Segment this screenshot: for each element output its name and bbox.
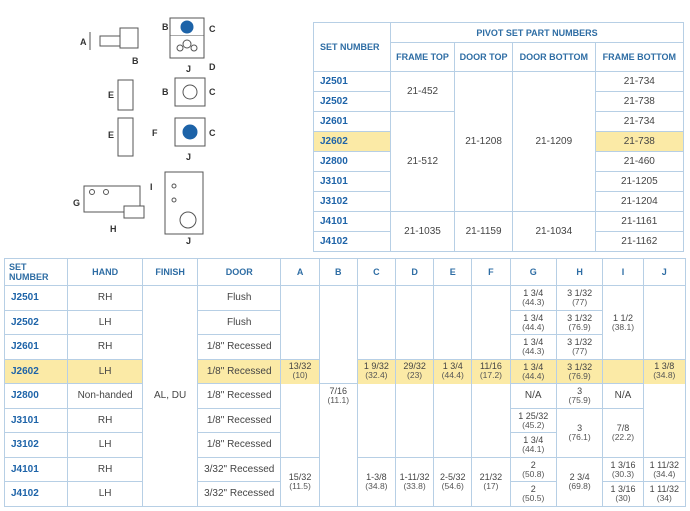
dim-label-c3: C xyxy=(209,128,216,138)
col-frame-bottom: FRAME BOTTOM xyxy=(595,43,683,72)
hand-cell: LH xyxy=(67,433,142,458)
col-c: C xyxy=(357,259,395,286)
dim-label-b2: B xyxy=(162,22,169,32)
set-number: J2501 xyxy=(314,72,391,92)
door-cell: Flush xyxy=(197,310,281,335)
dim-label-b: B xyxy=(132,56,139,66)
frame-bottom-cell: 21-1161 xyxy=(595,212,683,232)
col-e: E xyxy=(434,259,472,286)
dim-label-c: C xyxy=(209,24,216,34)
dim-label-a: A xyxy=(80,37,87,47)
a-blank xyxy=(281,286,319,360)
j-cell: 1 3/8 (34.8) xyxy=(643,359,685,457)
e-cell: 1 3/4 (44.4) xyxy=(434,359,472,457)
col-finish: FINISH xyxy=(143,259,198,286)
pin-shaft xyxy=(100,36,120,46)
d-cell: 1-11/32 (33.8) xyxy=(396,457,434,506)
dim-label-j: J xyxy=(186,64,192,74)
dimension-spec-table xyxy=(4,258,686,507)
hand-cell: LH xyxy=(67,359,142,384)
set-number: J4102 xyxy=(5,482,68,507)
f-cell: 21/32 (17) xyxy=(472,457,510,506)
set-number: J3101 xyxy=(5,408,68,433)
a-cell: 13/32 (10) xyxy=(281,359,319,457)
door-bottom-cell: 21-1034 xyxy=(513,212,595,252)
dim-label-j3: J xyxy=(186,236,192,246)
frame-bottom-cell: 21-734 xyxy=(595,112,683,132)
door-top-cell: 21-1208 xyxy=(455,72,513,212)
col-door-top: DOOR TOP xyxy=(455,43,513,72)
g-cell: 1 3/4 (44.3) xyxy=(510,335,556,360)
b-blank xyxy=(319,286,357,384)
frame-bottom-cell: 21-1204 xyxy=(595,192,683,212)
frame-bottom-cell: 21-1205 xyxy=(595,172,683,192)
col-j: J xyxy=(643,259,685,286)
col-a: A xyxy=(281,259,319,286)
set-number: J4101 xyxy=(314,212,391,232)
frame-bottom-cell: 21-1162 xyxy=(595,232,683,252)
set-number: J2502 xyxy=(314,92,391,112)
col-d: D xyxy=(396,259,434,286)
set-number: J2601 xyxy=(5,335,68,360)
h-cell: 3 1/32 (77) xyxy=(556,286,602,311)
door-cell: 1/8" Recessed xyxy=(197,335,281,360)
frame-top-cell: 21-1035 xyxy=(391,212,455,252)
set-number: J2502 xyxy=(5,310,68,335)
col-g: G xyxy=(510,259,556,286)
set-number: J3101 xyxy=(314,172,391,192)
g-cell: 1 3/4 (44.3) xyxy=(510,286,556,311)
j-cell: 1 11/32 (34.4) xyxy=(643,457,685,482)
frame-top-cell: 21-512 xyxy=(391,112,455,212)
set-number-header: SET NUMBER xyxy=(314,23,391,72)
a-cell: 15/32 (11.5) xyxy=(281,457,319,506)
finish-cell: AL, DU xyxy=(143,286,198,507)
set-number: J2800 xyxy=(5,384,68,409)
dim-label-e2: E xyxy=(108,130,115,140)
j-blank xyxy=(643,286,685,360)
door-cell: 1/8" Recessed xyxy=(197,384,281,409)
f-blank xyxy=(472,286,510,360)
c-cell: 1-3/8 (34.8) xyxy=(357,457,395,506)
g-cell: 1 3/4 (44.4) xyxy=(510,310,556,335)
set-number: J3102 xyxy=(314,192,391,212)
door-cell: Flush xyxy=(197,286,281,311)
hand-cell: RH xyxy=(67,457,142,482)
frame-bottom-cell: 21-738 xyxy=(595,132,683,152)
g-cell: 1 3/4 (44.1) xyxy=(510,433,556,458)
h-cell: 3 1/32 (76.9) xyxy=(556,310,602,335)
set-number: J2602 xyxy=(314,132,391,152)
g-cell: 2 (50.5) xyxy=(510,482,556,507)
hand-cell: RH xyxy=(67,408,142,433)
e-cell: 2-5/32 (54.6) xyxy=(434,457,472,506)
i-cell: 7/8 (22.2) xyxy=(603,408,643,457)
dim-label-c2: C xyxy=(209,87,216,97)
e-blank xyxy=(434,286,472,360)
col-frame-top: FRAME TOP xyxy=(391,43,455,72)
dim-label-e: E xyxy=(108,90,115,100)
hand-cell: RH xyxy=(67,335,142,360)
set-number: J3102 xyxy=(5,433,68,458)
frame-bottom-cell: 21-460 xyxy=(595,152,683,172)
c-blank xyxy=(357,286,395,360)
h-cell: 3 (76.1) xyxy=(556,408,602,457)
dim-label-f: F xyxy=(152,128,158,138)
hand-cell: LH xyxy=(67,482,142,507)
dim-label-h: H xyxy=(110,224,117,234)
col-h: H xyxy=(556,259,602,286)
h-cell: 3 1/32 (77) xyxy=(556,335,602,360)
hand-cell: LH xyxy=(67,310,142,335)
door-cell: 1/8" Recessed xyxy=(197,408,281,433)
i-cell: 1 1/2 (38.1) xyxy=(603,286,643,360)
pivot-dimension-diagram xyxy=(0,0,300,250)
col-i: I xyxy=(603,259,643,286)
g-cell: 1 25/32 (45.2) xyxy=(510,408,556,433)
col-door-bottom: DOOR BOTTOM xyxy=(513,43,595,72)
dim-label-i: I xyxy=(150,182,153,192)
frame-bottom-cell: 21-734 xyxy=(595,72,683,92)
j-cell: 1 11/32 (34) xyxy=(643,482,685,507)
pivot-circle-1 xyxy=(181,21,193,33)
h-cell: 2 3/4 (69.8) xyxy=(556,457,602,506)
dim-label-j2: J xyxy=(186,152,192,162)
hand-cell: Non-handed xyxy=(67,384,142,409)
h-cell: 3 1/32 (76.9) xyxy=(556,359,602,384)
f-cell: 11/16 (17.2) xyxy=(472,359,510,457)
door-cell: 1/8" Recessed xyxy=(197,359,281,384)
d-blank xyxy=(396,286,434,360)
door-cell: 3/32" Recessed xyxy=(197,482,281,507)
col-hand: HAND xyxy=(67,259,142,286)
col-b: B xyxy=(319,259,357,286)
dim-label-b3: B xyxy=(162,87,169,97)
door-cell: 3/32" Recessed xyxy=(197,457,281,482)
col-set-number: SET NUMBER xyxy=(5,259,68,286)
b-cell: 7/16 (11.1) xyxy=(319,384,357,507)
hand-cell: RH xyxy=(67,286,142,311)
pivot-title: PIVOT SET PART NUMBERS xyxy=(391,23,684,43)
i-cell: 1 3/16 (30.3) xyxy=(603,457,643,482)
set-number: J4101 xyxy=(5,457,68,482)
i-blank xyxy=(603,359,643,384)
dim-label-d: D xyxy=(209,62,216,72)
g-cell: N/A xyxy=(510,384,556,409)
col-f: F xyxy=(472,259,510,286)
c-cell: 1 9/32 (32.4) xyxy=(357,359,395,457)
dim-label-g: G xyxy=(73,198,81,208)
set-number: J2601 xyxy=(314,112,391,132)
col-door: DOOR xyxy=(197,259,281,286)
h-cell: 3 (75.9) xyxy=(556,384,602,409)
g-cell: 2 (50.8) xyxy=(510,457,556,482)
door-top-cell: 21-1159 xyxy=(455,212,513,252)
i-cell: N/A xyxy=(603,384,643,409)
g-cell: 1 3/4 (44.4) xyxy=(510,359,556,384)
door-bottom-cell: 21-1209 xyxy=(513,72,595,212)
set-number: J2602 xyxy=(5,359,68,384)
d-cell: 29/32 (23) xyxy=(396,359,434,457)
door-cell: 1/8" Recessed xyxy=(197,433,281,458)
frame-bottom-cell: 21-738 xyxy=(595,92,683,112)
set-number: J2800 xyxy=(314,152,391,172)
pivot-set-part-numbers-table xyxy=(313,22,684,252)
i-cell: 1 3/16 (30) xyxy=(603,482,643,507)
pin-head xyxy=(120,28,138,48)
set-number: J4102 xyxy=(314,232,391,252)
set-number: J2501 xyxy=(5,286,68,311)
frame-top-cell: 21-452 xyxy=(391,72,455,112)
